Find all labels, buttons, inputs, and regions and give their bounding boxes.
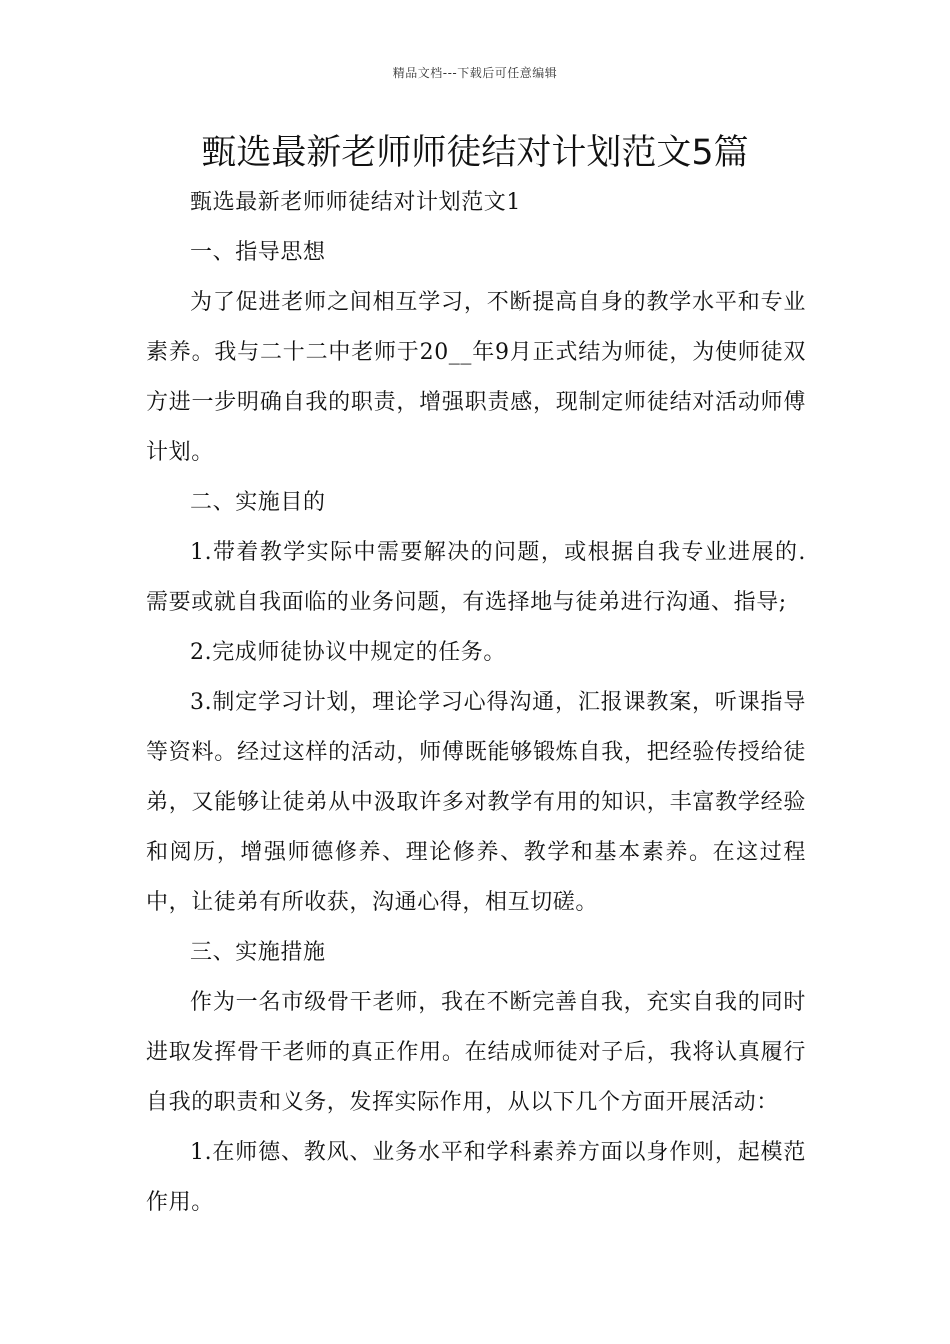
section-heading-implementation-measures: 三、实施措施 <box>190 940 326 965</box>
document-body <box>146 178 806 1228</box>
body-paragraph: 作为一名市级骨干老师，我在不断完善自我，充实自我的同时进取发挥骨干老师的真正作用。在结成师徒对子后，我将认真履行自我的职责和义务，发挥实际作用，从以下几个方面开展活动： <box>146 990 806 1115</box>
page-header-watermark: 精品文档---下载后可任意编辑 <box>392 66 558 80</box>
list-item-paragraph: 3.制定学习计划，理论学习心得沟通，汇报课教案，听课指导等资料。经过这样的活动，师傅既能够锻炼自我，把经验传授给徒弟，又能够让徒弟从中汲取许多对教学有用的知识，丰富教学经验和阅历，增强师德修养、理论修养、教学和基本素养。在这过程中，让徒弟有所收获，沟通心得，相互切磋。 <box>146 690 806 915</box>
subtitle-paragraph: 甄选最新老师师徒结对计划范文1 <box>190 190 521 215</box>
list-item-paragraph: 1.在师德、教风、业务水平和学科素养方面以身作则，起模范作用。 <box>146 1140 806 1215</box>
list-item-paragraph: 1.带着教学实际中需要解决的问题，或根据自我专业进展的.需要或就自我面临的业务问题，有选择地与徒弟进行沟通、指导; <box>146 540 806 615</box>
list-item-paragraph: 2.完成师徒协议中规定的任务。 <box>190 640 506 665</box>
section-heading-guiding-ideology: 一、指导思想 <box>190 240 326 265</box>
section-heading-implementation-purpose: 二、实施目的 <box>190 490 326 515</box>
body-paragraph: 为了促进老师之间相互学习，不断提高自身的教学水平和专业素养。我与二十二中老师于20__年9月正式结为师徒，为使师徒双方进一步明确自我的职责，增强职责感，现制定师徒结对活动师傅计划。 <box>146 290 806 465</box>
document-title: 甄选最新老师师徒结对计划范文5篇 <box>201 133 749 173</box>
